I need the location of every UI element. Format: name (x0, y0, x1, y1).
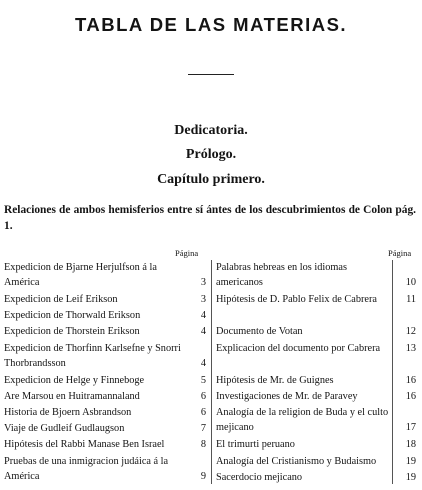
toc-entry-title: Hipótesis del Rabbi Manase Ben Israel (4, 439, 165, 450)
toc-entry-title: El trimurti peruano (216, 439, 295, 450)
toc-entry-title: Expedicion de Thorstein Erikson (4, 326, 140, 337)
toc-entry-title: Hipótesis de D. Pablo Felix de Cabrera (216, 294, 377, 305)
toc-entry (216, 325, 416, 340)
toc-entry-title: Are Marsou en Huitramannaland (4, 391, 140, 402)
toc-entry-page: 7 (200, 423, 206, 434)
toc-entry (216, 261, 416, 290)
toc-entry-page: 4 (200, 326, 206, 337)
toc-entry-page: 5 (200, 375, 206, 386)
toc-entry-page: 16 (405, 391, 416, 402)
toc-entry-title: Historia de Bjoern Asbrandson (4, 407, 132, 418)
heading-prologo: Prólogo. (185, 147, 237, 162)
column-divider (211, 260, 212, 484)
toc-entry (216, 471, 416, 486)
toc-entry (4, 438, 206, 453)
left-page-header: Página (175, 248, 199, 258)
toc-entry-title: Expedicion de Helge y Finneboge (4, 375, 145, 386)
toc-entry (4, 406, 206, 421)
toc-entry-page: 4 (200, 310, 206, 321)
toc-entry-title: Expedicion de Leif Erikson (4, 294, 118, 305)
toc-entry-title: Expedicion de Thorwald Erikson (4, 310, 141, 321)
toc-entry-page: 17 (405, 421, 416, 433)
right-page-header: Página (388, 248, 412, 258)
toc-entry (216, 342, 416, 357)
toc-entry-page: 13 (405, 343, 416, 354)
toc-entry-page: 16 (405, 375, 416, 386)
toc-entry (4, 455, 206, 484)
toc-entry-page: 8 (200, 439, 206, 450)
toc-entry (216, 455, 416, 470)
chapter-summary: Relaciones de ambos hemisferios entre sí ántes de los descubrimientos de Colon pág. 1. (4, 204, 416, 232)
toc-entry-title: Sacerdocio mejicano (216, 472, 303, 483)
toc-entry (4, 374, 206, 389)
toc-entry (216, 374, 416, 389)
toc-entry (216, 438, 416, 453)
toc-entry (4, 325, 206, 340)
toc-entry-page: 18 (405, 439, 416, 450)
toc-entry (4, 390, 206, 405)
toc-entry-title: Hipótesis de Mr. de Guignes (216, 375, 334, 386)
toc-entry-page: 6 (200, 407, 206, 418)
toc-entry-page: 12 (405, 326, 416, 337)
toc-entry-page: 3 (200, 294, 206, 305)
page-title: TABLA DE LAS MATERIAS. (74, 14, 348, 35)
toc-entry (4, 422, 206, 437)
toc-entry-title: Analogía de la religion de Buda y el culto mejicano (216, 407, 389, 433)
toc-entry (216, 406, 416, 435)
toc-entry-title: Viaje de Gudleif Gudlaugson (4, 423, 125, 434)
toc-entry-page: 4 (200, 357, 206, 369)
toc-entry-page: 9 (200, 470, 206, 482)
toc-entry-title: Expedicion de Bjarne Herjulfson á la América (4, 262, 157, 288)
heading-dedicatoria: Dedicatoria. (174, 123, 248, 138)
toc-entry (4, 309, 206, 324)
toc-entry-title: Analogía del Cristianismo y Budaismo (216, 456, 377, 467)
toc-entry (4, 261, 206, 290)
toc-entry-page: 19 (405, 456, 416, 467)
toc-entry (216, 293, 416, 308)
title-divider (188, 74, 234, 75)
toc-entry-page: 3 (200, 276, 206, 288)
toc-entry-title: Expedicion de Thorfinn Karlsefne y Snorri Thorbrandsson (4, 343, 181, 369)
toc-entry (4, 342, 206, 371)
toc-entry-page: 19 (405, 472, 416, 483)
toc-entry (216, 390, 416, 405)
toc-entry-title: Investigaciones de Mr. de Paravey (216, 391, 358, 402)
heading-capitulo: Capítulo primero. (157, 172, 265, 187)
toc-entry-page: 10 (405, 276, 416, 288)
toc-entry-title: Palabras hebreas en los idiomas americanos (216, 262, 347, 288)
toc-entry (4, 293, 206, 308)
toc-entry-title: Pruebas de una inmigracion judáica á la América (4, 456, 169, 482)
toc-entry-title: Explicacion del documento por Cabrera (216, 343, 381, 354)
toc-entry-page: 11 (406, 294, 416, 305)
toc-entry-title: Documento de Votan (216, 326, 303, 337)
toc-entry-page: 6 (200, 391, 206, 402)
